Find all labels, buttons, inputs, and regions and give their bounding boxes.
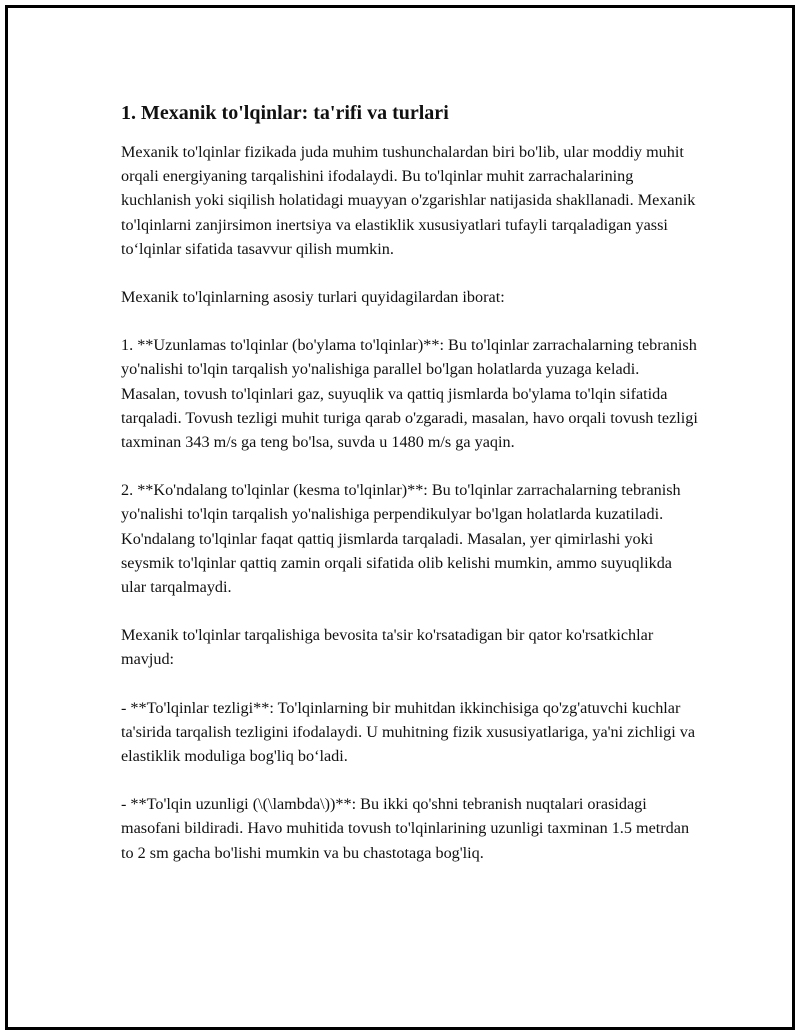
paragraph-types-intro: Mexanik to'lqinlarning asosiy turlari quyidagilardan iborat:: [121, 288, 505, 307]
paragraph-intro: Mexanik to'lqinlar fizikada juda muhim tushunchalardan biri bo'lib, ular moddiy muhit orqali energiyaning tarqalishini ifodalaydi. Bu to'lqinlar muhit zarrachalarining kuchlanish yoki siqilish holatidagi muayyan o'zgarishlar natijasida shakllanadi. Mexanik to'lqinlarni zanjirsimon inertsiya va elastiklik xususiyatlari tufayli tarqaladigan yassi to‘lqinlar sifatida tasavvur qilish mumkin.: [121, 143, 696, 258]
paragraph-wave-speed: - **To'lqinlar tezligi**: To'lqinlarning bir muhitdan ikkinchisiga qo'zg'atuvchi kuchlar ta'sirida tarqalish tezligini ifodalaydi. U muhitning fizik xususiyatlariga, ya'ni zichligi va elastiklik moduliga bog'liq bo‘ladi.: [121, 698, 696, 766]
paragraph-longitudinal-waves: 1. **Uzunlamas to'lqinlar (bo'ylama to'lqinlar)**: Bu to'lqinlar zarrachalarning tebranish yo'nalishi to'lqin tarqalish yo'nalishiga parallel bo'lgan holatlarda yuzaga keladi. Masalan, tovush to'lqinlari gaz, suyuqlik va qattiq jismlarda bo'ylama to'lqin sifatida tarqaladi. Tovush tezligi muhit turiga qarab o'zgaradi, masalan, havo orqali tovush tezligi taxminan 343 m/s ga teng bo'lsa, suvda u 1480 m/s ga yaqin.: [121, 336, 698, 452]
paragraph-wavelength: - **To'lqin uzunligi (\(\lambda\))**: Bu ikki qo'shni tebranish nuqtalari orasidagi masofani bildiradi. Havo muhitida tovush to'lqinlarining uzunligi taxminan 1.5 metrdan to 2 sm gacha bo'lishi mumkin va bu chastotaga bog'liq.: [121, 795, 690, 862]
page-frame: [5, 5, 795, 1030]
paragraph-indicators-intro: Mexanik to'lqinlar tarqalishiga bevosita ta'sir ko'rsatadigan bir qator ko'rsatkichlar mavjud:: [121, 626, 654, 669]
section-heading: 1. Mexanik to'lqinlar: ta'rifi va turlari: [121, 102, 449, 124]
paragraph-transverse-waves: 2. **Ko'ndalang to'lqinlar (kesma to'lqinlar)**: Bu to'lqinlar zarrachalarning tebranish yo'nalishi to'lqin tarqalish yo'nalishiga perpendikulyar bo'lgan holatlarda kuzatiladi. Ko'ndalang to'lqinlar faqat qattiq jismlarda tarqaladi. Masalan, yer qimirlashi yoki seysmik to'lqinlar qattiq zamin orqali sifatida olib kelishi mumkin, ammo suyuqlikda ular tarqalmaydi.: [121, 481, 681, 597]
document-body: [121, 98, 701, 889]
